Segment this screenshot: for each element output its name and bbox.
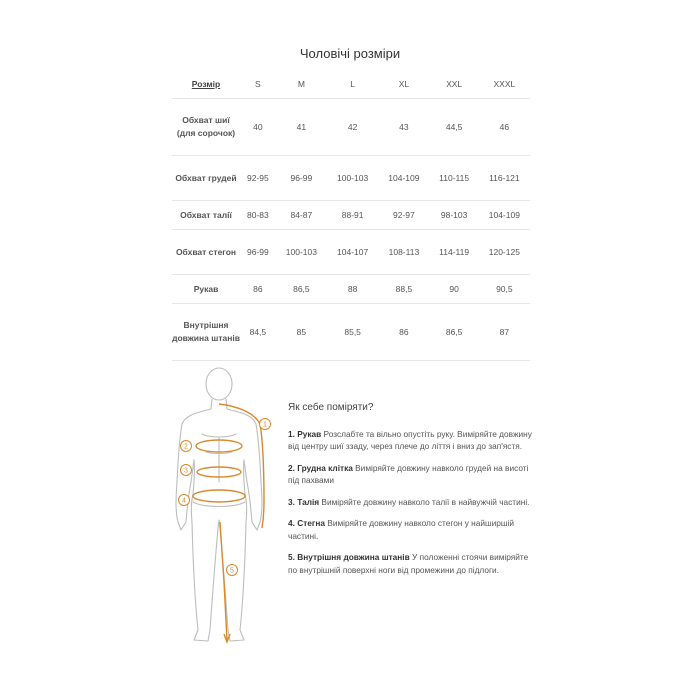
sleeve-line — [219, 404, 264, 528]
marker-3: 3 — [184, 467, 188, 475]
marker-4: 4 — [182, 497, 186, 505]
instruction-step-3 — [288, 496, 534, 509]
table-cell: 104-107 — [327, 230, 378, 275]
table-header-row — [172, 70, 530, 99]
table-row — [172, 156, 530, 201]
instructions-heading: Як себе поміряти? — [288, 402, 374, 413]
table-cell: 104-109 — [378, 156, 429, 201]
header-l: L — [327, 70, 378, 99]
instruction-step-2 — [288, 462, 534, 487]
table-cell: 104-109 — [479, 201, 530, 230]
table-cell: 90,5 — [479, 275, 530, 304]
table-cell: 88-91 — [327, 201, 378, 230]
table-cell: 86 — [378, 304, 429, 361]
table-cell: 116-121 — [479, 156, 530, 201]
table-cell: 100-103 — [276, 230, 327, 275]
table-cell: 88,5 — [378, 275, 429, 304]
header-size: Розмір — [172, 70, 240, 99]
table-cell: 110-115 — [430, 156, 479, 201]
table-cell: 86,5 — [276, 275, 327, 304]
step-title: 2. Грудна клітка — [288, 462, 353, 473]
inseam-line — [220, 522, 227, 640]
table-cell: 90 — [430, 275, 479, 304]
step-title: 1. Рукав — [288, 428, 322, 439]
table-cell: 43 — [378, 99, 429, 156]
body-outline — [176, 368, 262, 641]
table-cell: 86 — [240, 275, 276, 304]
header-xxxl: XXXL — [479, 70, 530, 99]
header-m: M — [276, 70, 327, 99]
marker-1: 1 — [263, 421, 267, 429]
table-cell: 120-125 — [479, 230, 530, 275]
table-row — [172, 201, 530, 230]
table-row — [172, 275, 530, 304]
table-cell: 84-87 — [276, 201, 327, 230]
table-cell: 44,5 — [430, 99, 479, 156]
measurement-instructions — [288, 402, 534, 585]
table-cell: 92-97 — [378, 201, 429, 230]
measurement-lines — [193, 404, 264, 642]
header-s: S — [240, 70, 276, 99]
table-cell: 100-103 — [327, 156, 378, 201]
header-xl: XL — [378, 70, 429, 99]
size-table — [172, 70, 530, 361]
row-label: Рукав — [172, 275, 240, 304]
instruction-step-4 — [288, 517, 534, 542]
table-cell: 114-119 — [430, 230, 479, 275]
table-cell: 108-113 — [378, 230, 429, 275]
table-cell: 88 — [327, 275, 378, 304]
table-cell: 92-95 — [240, 156, 276, 201]
instruction-step-1 — [288, 428, 534, 453]
header-xxl: XXL — [430, 70, 479, 99]
table-cell: 96-99 — [240, 230, 276, 275]
table-cell: 80-83 — [240, 201, 276, 230]
step-text: Виміряйте довжину навколо грудей на висоті під пахвами — [288, 462, 529, 485]
row-label: Обхват стегон — [172, 230, 240, 275]
step-text: Розслабте та вільно опустіть руку. Виміряйте довжину від центру шиї ззаду, через плече до ліття і вниз до зап'ястя. — [288, 428, 532, 451]
instruction-step-5 — [288, 551, 534, 576]
table-row — [172, 304, 530, 361]
table-cell: 42 — [327, 99, 378, 156]
table-cell: 98-103 — [430, 201, 479, 230]
row-label: Обхват грудей — [172, 156, 240, 201]
marker-5: 5 — [230, 567, 234, 575]
table-cell: 84,5 — [240, 304, 276, 361]
table-cell: 96-99 — [276, 156, 327, 201]
step-text: У положенні стоячи виміряйте по внутрішній поверхні ноги від промежини до підлоги. — [288, 552, 529, 575]
step-text: Виміряйте довжину навколо стегон у найширшій частині. — [288, 518, 515, 541]
table-row — [172, 99, 530, 156]
hips-line — [193, 490, 245, 502]
step-title: 4. Стегна — [288, 518, 325, 528]
table-row — [172, 230, 530, 275]
body-measurement-figure — [172, 362, 282, 652]
step-title: 3. Талія — [288, 496, 320, 507]
table-cell: 85 — [276, 304, 327, 361]
table-cell: 46 — [479, 99, 530, 156]
table-cell: 41 — [276, 99, 327, 156]
marker-2: 2 — [184, 443, 188, 451]
step-title: 5. Внутрішня довжина штанів — [288, 552, 410, 562]
row-label: Обхват шиї (для сорочок) — [172, 99, 240, 156]
table-cell: 86,5 — [430, 304, 479, 361]
table-cell: 87 — [479, 304, 530, 361]
page-title: Чоловічі розміри — [299, 46, 401, 61]
row-label: Внутрішня довжина штанів — [172, 304, 240, 361]
table-cell: 85,5 — [327, 304, 378, 361]
row-label: Обхват талії — [172, 201, 240, 230]
step-text: Виміряйте довжину навколо талії в найвужчій частині. — [319, 496, 530, 507]
table-cell: 40 — [240, 99, 276, 156]
